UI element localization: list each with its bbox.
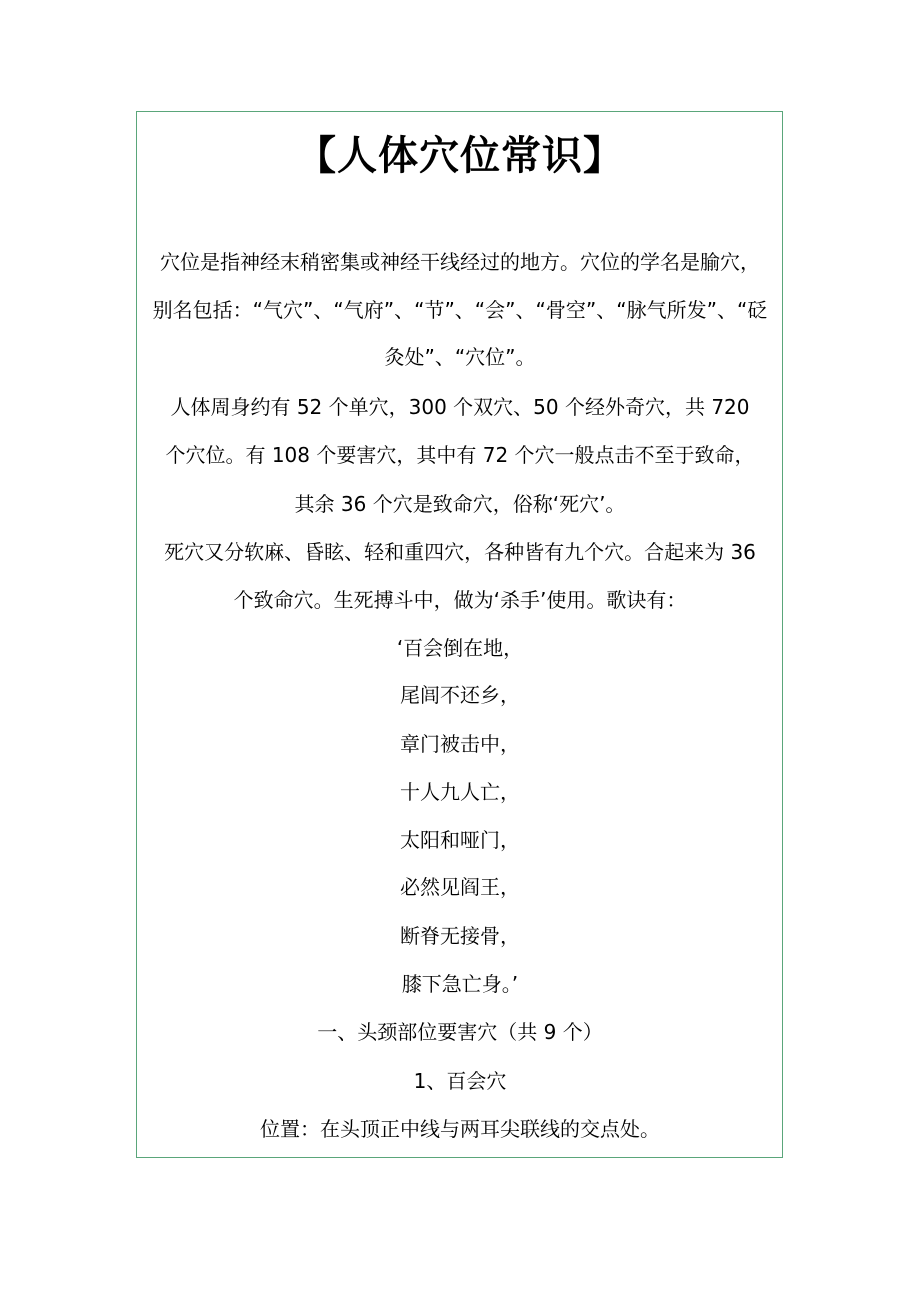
poem-line: 膝下急亡身。’ xyxy=(401,972,519,996)
text-line: 人体周身约有 52 个单穴，300 个双穴、50 个经外奇穴，共 720 xyxy=(170,395,750,419)
text-line: 个穴位。有 108 个要害穴，其中有 72 个穴一般点击不至于致命， xyxy=(165,443,755,467)
poem-line: 必然见阎王， xyxy=(400,875,520,899)
text-line: 死穴又分软麻、昏眩、轻和重四穴，各种皆有九个穴。合起来为 36 xyxy=(164,540,756,564)
document-title: 【人体穴位常识】 xyxy=(296,133,624,179)
text-line: 其余 36 个穴是致命穴，俗称‘死穴’。 xyxy=(294,492,626,516)
poem-line: 太阳和哑门， xyxy=(400,828,520,852)
poem-line: 十人九人亡， xyxy=(400,780,520,804)
text-line: 穴位是指神经末稍密集或神经干线经过的地方。穴位的学名是腧穴， xyxy=(160,250,760,274)
text-line: 灸处”、“穴位”。 xyxy=(384,345,536,369)
section-heading: 一、头颈部位要害穴（共 9 个） xyxy=(317,1020,603,1044)
subsection-heading: 1、百会穴 xyxy=(413,1069,507,1093)
poem-line: 章门被击中， xyxy=(400,732,520,756)
text-line: 位置：在头顶正中线与两耳尖联线的交点处。 xyxy=(260,1117,660,1141)
poem-line: 断脊无接骨， xyxy=(400,924,520,948)
poem-line: ‘百会倒在地， xyxy=(396,636,524,660)
poem-line: 尾闾不还乡， xyxy=(400,683,520,707)
text-line: 个致命穴。生死搏斗中，做为‘杀手’使用。歌诀有： xyxy=(233,588,687,612)
text-line: 别名包括：“气穴”、“气府”、“节”、“会”、“骨空”、“脉气所发”、“砭 xyxy=(152,298,768,322)
